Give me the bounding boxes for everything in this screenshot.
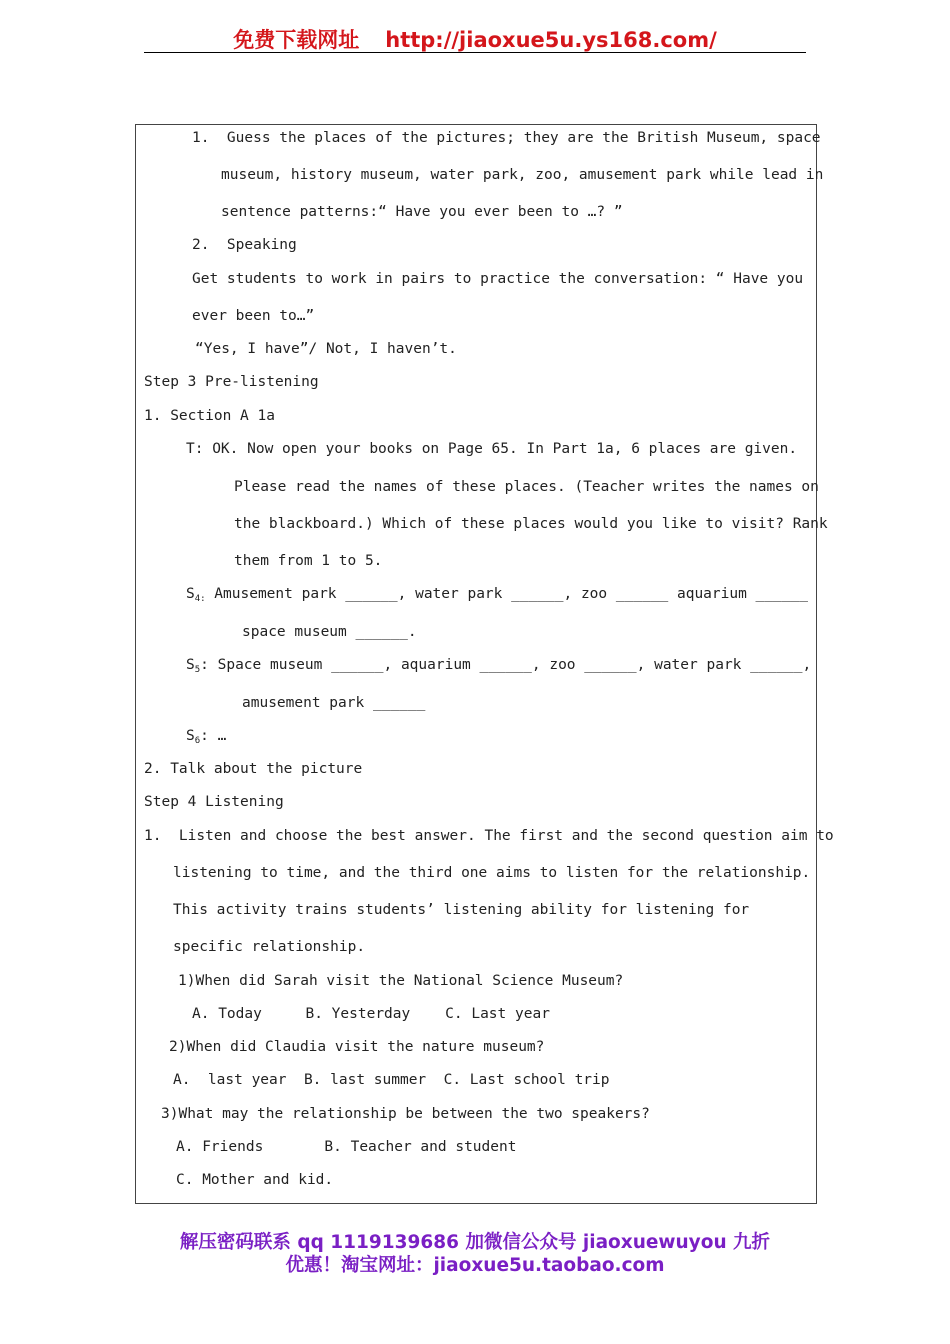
speaker-label: S [186,657,195,673]
text-line: space museum ______. [242,624,417,640]
line-text: Amusement park ______, water park ______, zoo ______ aquarium ______ [205,586,808,602]
text-line [186,656,811,679]
text-line: specific relationship. [173,939,366,955]
text-line: 1. Section A 1a [144,408,275,424]
text-line: Get students to work in pairs to practice the conversation: “ Have you [192,271,804,287]
step-heading: Step 3 Pre-listening [144,374,319,390]
options-line: A. Friends B. Teacher and student [176,1139,517,1155]
text-line: 2. Talk about the picture [144,761,363,777]
footer-line: 解压密码联系 qq 1119139686 加微信公众号 jiaoxuewuyou 九折 [179,1232,771,1253]
text-line: ever been to…” [192,308,315,324]
footer-line: 优惠！淘宝网址：jiaoxue5u.taobao.com [285,1255,665,1276]
text-line: them from 1 to 5. [234,553,383,569]
text-line: listening to time, and the third one aims to listen for the relationship. [173,865,811,881]
text-line: 1. Guess the places of the pictures; they are the British Museum, space [192,130,821,146]
text-line: T: OK. Now open your books on Page 65. In Part 1a, 6 places are given. [186,441,798,457]
speaker-subscript: 6 [194,736,201,746]
text-line: museum, history museum, water park, zoo, amusement park while lead in [221,167,824,183]
text-line: This activity trains students’ listening ability for listening for [173,902,750,918]
page-header [144,24,806,53]
line-text: : Space museum ______, aquarium ______, zoo ______, water park ______, [200,657,812,673]
question-line: 3)What may the relationship be between the two speakers? [161,1106,650,1122]
text-line: 2. Speaking [192,237,297,253]
text-line [186,585,808,608]
speaker-subscript: 4: [194,594,206,604]
text-line: “Yes, I have”/ Not, I haven’t. [195,341,457,357]
options-line: A. last year B. last summer C. Last school trip [173,1072,610,1088]
speaker-label: S [186,586,195,602]
text-line: Please read the names of these places. (Teacher writes the names on [234,479,819,495]
header-url-link[interactable]: http://jiaoxue5u.ys168.com/ [385,28,717,52]
text-line: amusement park ______ [242,695,426,711]
line-text: : … [200,728,227,744]
text-line: the blackboard.) Which of these places would you like to visit? Rank [234,516,828,532]
options-line: A. Today B. Yesterday C. Last year [192,1006,550,1022]
question-line: 2)When did Claudia visit the nature museum? [169,1039,545,1055]
question-line: 1)When did Sarah visit the National Science Museum? [178,973,624,989]
options-line: C. Mother and kid. [176,1172,334,1188]
header-label: 免费下载网址 [233,28,360,52]
step-heading: Step 4 Listening [144,794,284,810]
speaker-subscript: 5 [194,665,201,675]
text-line: 1. Listen and choose the best answer. The first and the second question aim to [144,828,834,844]
text-line [186,727,226,750]
speaker-label: S [186,728,195,744]
text-line: sentence patterns:“ Have you ever been to …? ” [221,204,623,220]
